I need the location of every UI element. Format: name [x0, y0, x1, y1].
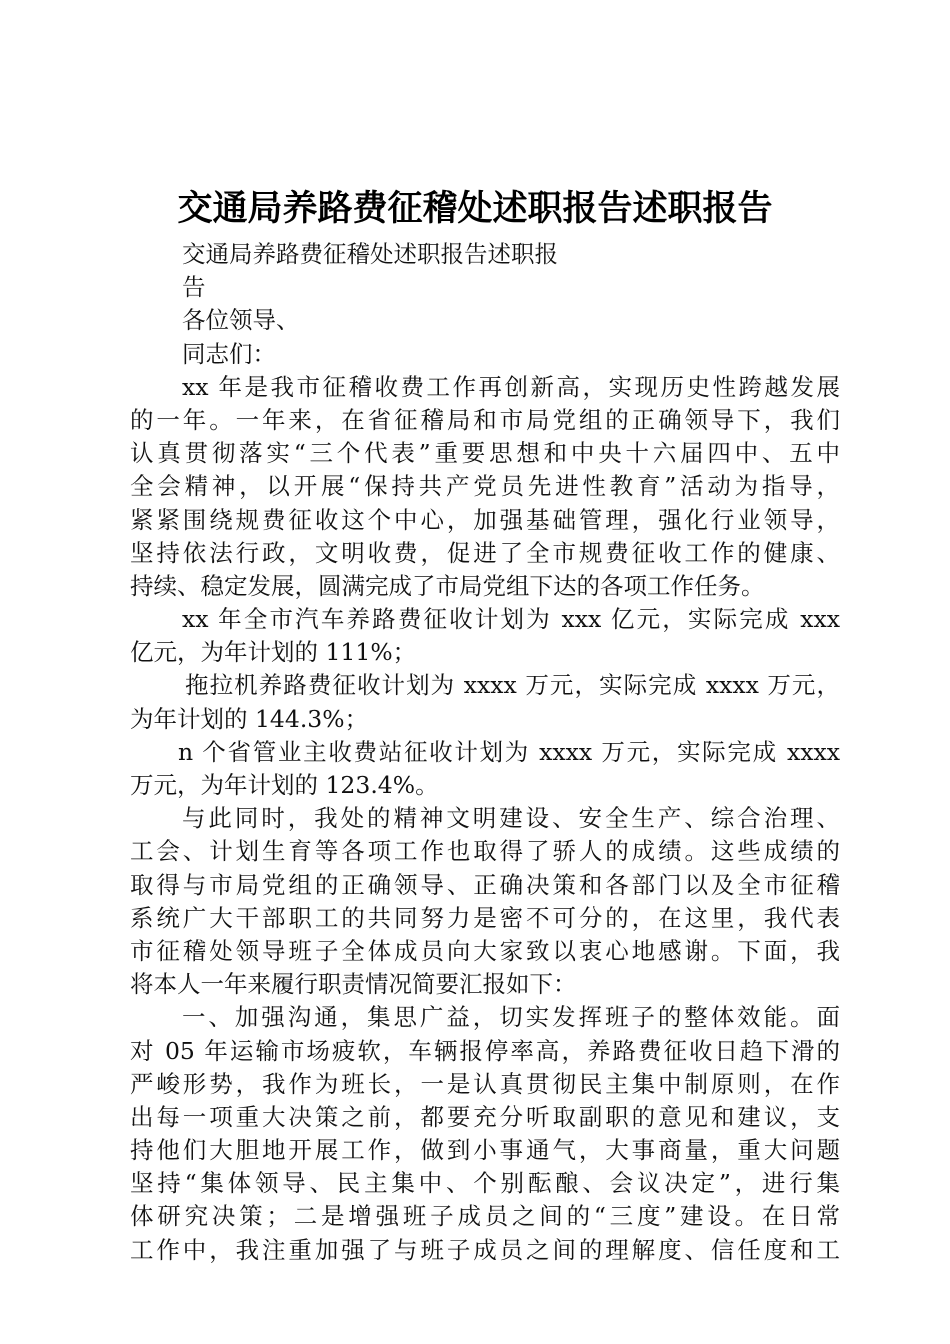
text-line: 认真贯彻落实“三个代表”重要思想和中央十六届四中、五中 [130, 439, 840, 468]
text-line: 出每一项重大决策之前，都要充分听取副职的意见和建议，支 [130, 1102, 840, 1131]
text-line: 的一年。一年来，在省征稽局和市局党组的正确领导下，我们 [130, 405, 840, 434]
text-line: 各位领导、 [182, 306, 300, 335]
text-line: 持续、稳定发展，圆满完成了市局党组下达的各项工作任务。 [130, 571, 765, 600]
text-line: 体研究决策；二是增强班子成员之间的“三度”建设。在日常 [130, 1202, 840, 1231]
text-line: 系统广大干部职工的共同努力是密不可分的，在这里，我代表 [130, 903, 840, 932]
document-body [130, 238, 840, 1267]
text-line: 亿元，为年计划的 111%； [130, 638, 417, 667]
text-line: 对 05 年运输市场疲软，车辆报停率高，养路费征收日趋下滑的 [130, 1036, 840, 1065]
text-line: 紧紧围绕规费征收这个中心，加强基础管理，强化行业领导， [130, 505, 840, 534]
text-line: 交通局养路费征稽处述职报告述职报 [182, 240, 558, 268]
text-line: 一、加强沟通，集思广益，切实发挥班子的整体效能。面 [182, 1003, 840, 1032]
text-line: 将本人一年来履行职责情况简要汇报如下： [130, 970, 577, 999]
text-line: 取得与市局党组的正确领导、正确决策和各部门以及全市征稽 [130, 870, 840, 899]
document-title: 交通局养路费征稽处述职报告述职报告 [177, 188, 773, 229]
text-line: 与此同时，我处的精神文明建设、安全生产、综合治理、 [182, 804, 840, 833]
text-line: 万元，为年计划的 123.4%。 [130, 771, 439, 799]
text-line: xx 年全市汽车养路费征收计划为 xxx 亿元，实际完成 xxx [182, 605, 840, 634]
text-line: n 个省管业主收费站征收计划为 xxxx 万元，实际完成 xxxx [178, 737, 840, 766]
text-line: 拖拉机养路费征收计划为 xxxx 万元，实际完成 xxxx 万元， [185, 671, 840, 700]
text-line: 同志们： [182, 339, 276, 368]
text-line: 坚持依法行政，文明收费，促进了全市规费征收工作的健康、 [130, 538, 840, 567]
text-line: 工会、计划生育等各项工作也取得了骄人的成绩。这些成绩的 [130, 837, 840, 866]
text-line: 持他们大胆地开展工作，做到小事通气，大事商量，重大问题 [130, 1136, 840, 1165]
text-line: 严峻形势，我作为班长，一是认真贯彻民主集中制原则，在作 [130, 1069, 840, 1098]
text-line: 工作中，我注重加强了与班子成员之间的理解度、信任度和工 [130, 1235, 840, 1264]
text-line: 市征稽处领导班子全体成员向大家致以衷心地感谢。下面，我 [130, 936, 840, 965]
text-line: 为年计划的 144.3%； [130, 704, 369, 733]
text-line: 坚持“集体领导、民主集中、个别酝酿、会议决定”，进行集 [130, 1169, 840, 1198]
text-line: 全会精神，以开展“保持共产党员先进性教育”活动为指导， [130, 472, 840, 501]
text-line: xx 年是我市征稽收费工作再创新高，实现历史性跨越发展 [182, 372, 840, 401]
text-line: 告 [182, 273, 206, 302]
